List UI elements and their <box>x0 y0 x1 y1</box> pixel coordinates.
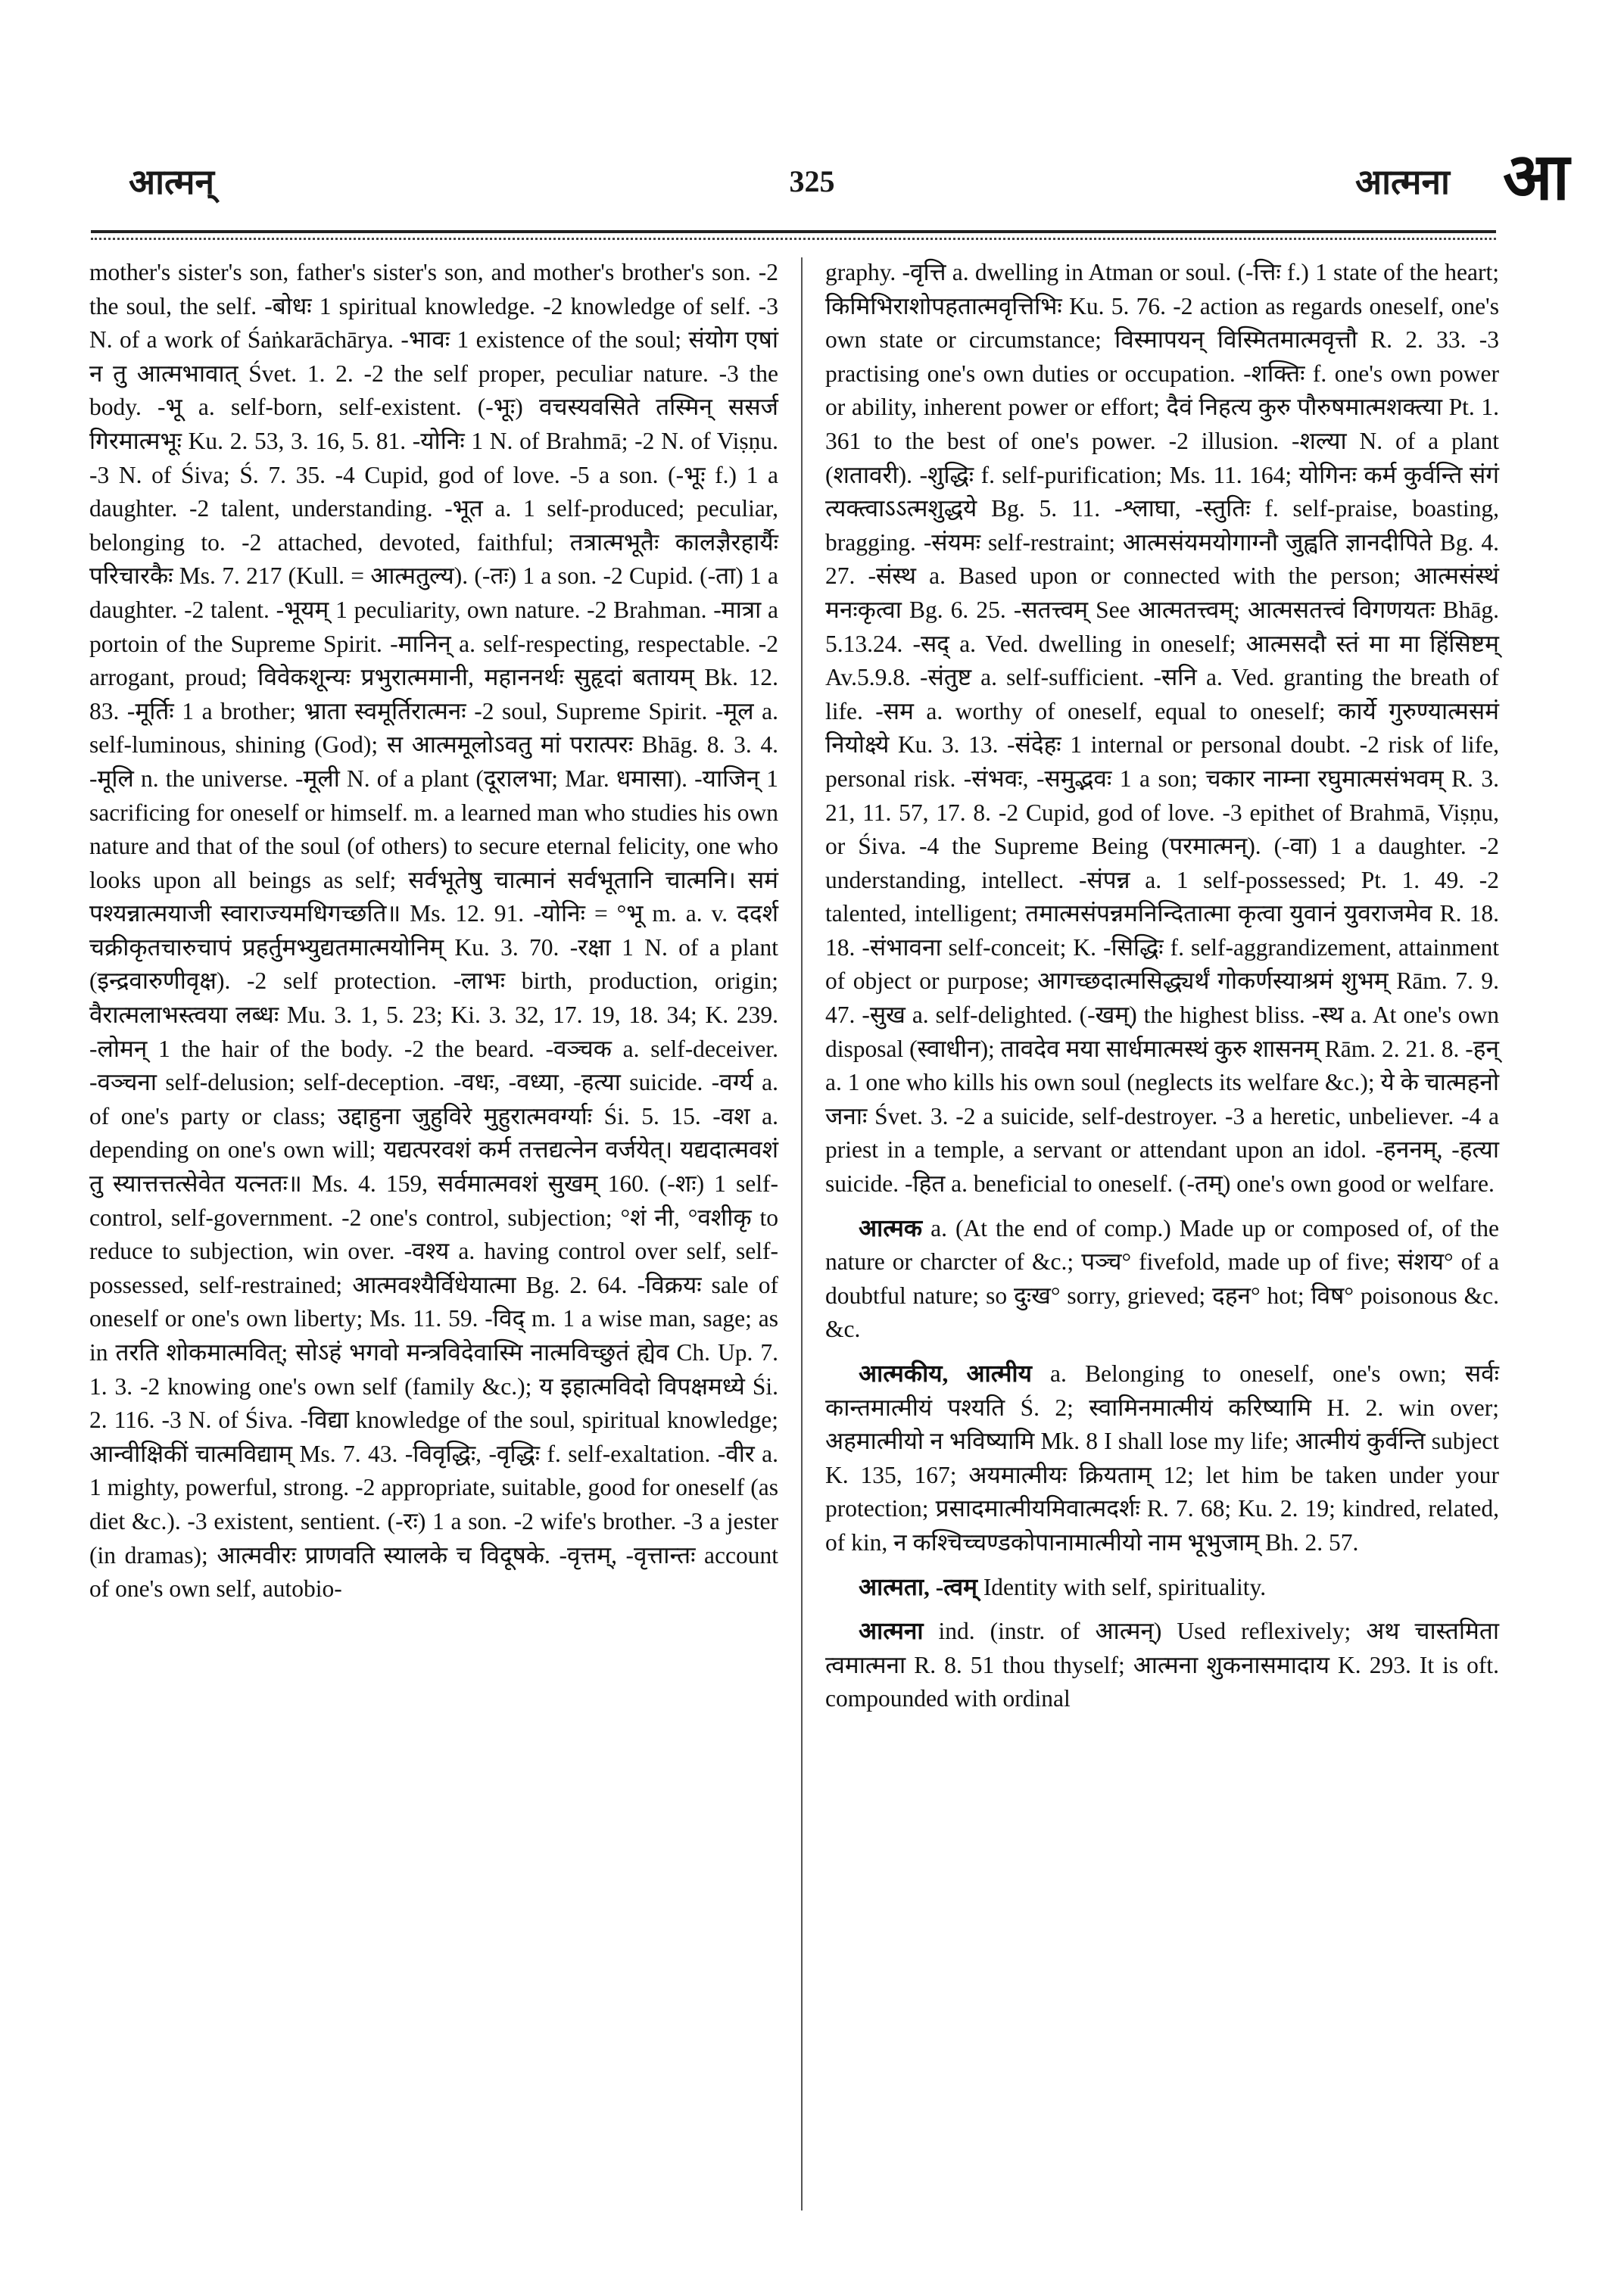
right-running-headword: आत्मना <box>1355 161 1450 202</box>
definition-atmakiya: a. Belonging to oneself, one's own; सर्वः कान्तमात्मीयं पश्यति Ś. 2; स्वामिनमात्मीयं करिष्यामि H. 2. win over; अहमात्मीयो न भविष्यामि Mk. 8 I shall lose my life; आत्मीयं कुर्वन्ति subject K. 135, 167; अयमात्मीयः क्रियताम् 12; let him be taken under your protection; प्रसादमात्मीयमिवात्मदर्शः R. 7. 68; Ku. 2. 19; kindred, related, of kin, न कश्चिच्चण्डकोपानामात्मीयो नाम भूभुजाम् Bh. 2. 57. <box>825 1360 1499 1556</box>
thumb-index-letter: आ <box>1503 139 1569 215</box>
headword-atmata: आत्मता, -त्वम् <box>859 1573 977 1600</box>
header-rule <box>91 230 1496 233</box>
left-column <box>89 256 778 1606</box>
definition-atmaka: a. (At the end of comp.) Made up or composed of, of the nature or charcter of &c.; पञ्च° fivefold, made up of five; संशय° of a doubtful nature; so दुःख° sorry, grieved; दहन° hot; विष° poisonous &c. &c. <box>825 1214 1499 1343</box>
entry-atmana <box>825 1615 1499 1716</box>
entry-atmaka <box>825 1212 1499 1347</box>
entry-atmakiya <box>825 1357 1499 1560</box>
right-column <box>825 256 1499 1716</box>
headword-atmaka: आत्मक <box>859 1214 923 1242</box>
page-number: 325 <box>789 164 835 198</box>
header-dotted-rule <box>91 238 1496 240</box>
entry-continuation: graphy. -वृत्ति a. dwelling in Atman or soul. (-त्तिः f.) 1 state of the heart; किमिभिराशोपहतात्मवृत्तिभिः Ku. 5. 76. -2 action as regards oneself, one's own state or circumstance; विस्मापयन् विस्मितमात्मवृत्तौ R. 2. 33. -3 practising one's own duties or occupation. -शक्तिः f. one's own power or ability, inherent power or effort; दैवं निहत्य कुरु पौरुषमात्मशक्त्या Pt. 1. 361 to the best of one's power. -2 illusion. -शल्या N. of a plant (शतावरी). -शुद्धिः f. self-purification; Ms. 11. 164; योगिनः कर्म कुर्वन्ति संगं त्यक्त्वाऽऽत्मशुद्धये Bg. 5. 11. -श्लाघा, -स्तुतिः f. self-praise, boasting, bragging. -संयमः self-restraint; आत्मसंयमयोगाग्नौ जुह्वति ज्ञानदीपिते Bg. 4. 27. -संस्थ a. Based upon or connected with the person; आत्मसंस्थं मनःकृत्वा Bg. 6. 25. -सतत्त्वम् See आत्मतत्त्वम्; आत्मसतत्त्वं विगणयतः Bhāg. 5.13.24. -सद् a. Ved. dwelling in oneself; आत्मसदौ स्तं मा मा हिंसिष्टम् Av.5.9.8. -संतुष्ट a. self-sufficient. -सनि a. Ved. granting the breath of life. -सम a. worthy of oneself, equal to oneself; कार्ये गुरुण्यात्मसमं नियोक्ष्ये Ku. 3. 13. -संदेहः 1 internal or personal doubt. -2 risk of life, personal risk. -संभवः, -समुद्भवः 1 a son; चकार नाम्ना रघुमात्मसंभवम् R. 3. 21, 11. 57, 17. 8. -2 Cupid, god of love. -3 epithet of Brahmā, Viṣṇu, or Śiva. -4 the Supreme Being (परमात्मन्). (-वा) 1 a daughter. -2 understanding, intellect. -संपन्न a. 1 self-possessed; Pt. 1. 49. -2 talented, intelligent; तमात्मसंपन्नमनिन्दितात्मा कृत्वा युवानं युवराजमेव R. 18. 18. -संभावना self-conceit; K. -सिद्धिः f. self-aggrandizement, attainment of object or purpose; आगच्छदात्मसिद्ध्यर्थं गोकर्णस्याश्रमं शुभम् Rām. 7. 9. 47. -सुख a. self-delighted. (-खम्) the highest bliss. -स्थ a. At one's own disposal (स्वाधीन); तावदेव मया सार्धमात्मस्थं कुरु शासनम् Rām. 2. 21. 8. -हन् a. 1 one who kills his own soul (neglects its welfare &c.); ये के चात्महनो जनाः Śvet. 3. -2 a suicide, self-destroyer. -3 a heretic, unbeliever. -4 a priest in a temple, a servant or attendant upon an idol. -हननम्, -हत्या suicide. -हित a. beneficial to oneself. (-तम्) one's own good or welfare. <box>825 259 1499 1198</box>
definition-atmata: Identity with self, spirituality. <box>977 1573 1267 1600</box>
headword-atmana: आत्मना <box>859 1618 924 1645</box>
headword-atmakiya: आत्मकीय, आत्मीय <box>859 1360 1032 1387</box>
left-column-text: mother's sister's son, father's sister's son, and mother's brother's son. -2 the soul, the self. -बोधः 1 spiritual knowledge. -2 knowledge of self. -3 N. of a work of Śaṅkarāchārya. -भावः 1 existence of the soul; संयोग एषां न तु आत्मभावात् Śvet. 1. 2. -2 the self proper, peculiar nature. -3 the body. -भू a. self-born, self-existent. (-भूः) वचस्यवसिते तस्मिन् ससर्ज गिरमात्मभूः Ku. 2. 53, 3. 16, 5. 81. -योनिः 1 N. of Brahmā; -2 N. of Viṣṇu. -3 N. of Śiva; Ś. 7. 35. -4 Cupid, god of love. -5 a son. (-भूः f.) 1 a daughter. -2 talent, understanding. -भूत a. 1 self-produced; peculiar, belonging to. -2 attached, devoted, faithful; तत्रात्मभूतैः कालज्ञैरहार्यैः परिचारकैः Ms. 7. 217 (Kull. = आत्मतुल्य). (-तः) 1 a son. -2 Cupid. (-ता) 1 a daughter. -2 talent. -भूयम् 1 peculiarity, own nature. -2 Brahman. -मात्रा a portoin of the Supreme Spirit. -मानिन् a. self-respecting, respectable. -2 arrogant, proud; विवेकशून्यः प्रभुरात्ममानी, महाननर्थः सुहृदां बतायम् Bk. 12. 83. -मूर्तिः 1 a brother; भ्राता स्वमूर्तिरात्मनः -2 soul, Supreme Spirit. -मूल a. self-luminous, shining (God); स आत्ममूलोऽवतु मां परात्परः Bhāg. 8. 3. 4. -मूलि n. the universe. -मूली N. of a plant (दूरालभा; Mar. धमासा). -याजिन् 1 sacrificing for oneself or himself. m. a learned man who studies his own nature and that of the soul (of others) to secure eternal felicity, one who looks upon all beings as self; सर्वभूतेषु चात्मानं सर्वभूतानि चात्मनि। समं पश्यन्नात्मयाजी स्वाराज्यमधिगच्छति॥ Ms. 12. 91. -योनिः = °भू m. a. v. ददर्श चक्रीकृतचारुचापं प्रहर्तुमभ्युद्यतमात्मयोनिम् Ku. 3. 70. -रक्षा 1 N. of a plant (इन्द्रवारुणीवृक्ष). -2 self protection. -लाभः birth, production, origin; वैरात्मलाभस्त्वया लब्धः Mu. 3. 1, 5. 23; Ki. 3. 32, 17. 19, 18. 34; K. 239. -लोमन् 1 the hair of the body. -2 the beard. -वञ्चक a. self-deceiver. -वञ्चना self-delusion; self-deception. -वधः, -वध्या, -हत्या suicide. -वर्ग्य a. of one's party or class; उद्दाहुना जुहुविरे मुहुरात्मवर्ग्याः Śi. 5. 15. -वश a. depending on one's own will; यद्यत्परवशं कर्म तत्तद्यत्नेन वर्जयेत्। यद्यदात्मवशं तु स्यात्तत्तत्सेवेत यत्नतः॥ Ms. 4. 159, सर्वमात्मवशं सुखम् 160. (-शः) 1 self-control, self-government. -2 one's control, subjection; °शं नी, °वशीकृ to reduce to subjection, win over. -वश्य a. having control over self, self-possessed, self-restrained; आत्मवश्यैर्विधेयात्मा Bg. 2. 64. -विक्रयः sale of oneself or one's own liberty; Ms. 11. 59. -विद् m. 1 a wise man, sage; as in तरति शोकमात्मवित्; सोऽहं भगवो मन्त्रविदेवास्मि नात्मविच्छुतं ह्येव Ch. Up. 7. 1. 3. -2 knowing one's own self (family &c.); य इहात्मविदो विपक्षमध्ये Śi. 2. 116. -3 N. of Śiva. -विद्या knowledge of the soul, spiritual knowledge; आन्वीक्षिकीं चात्मविद्याम् Ms. 7. 43. -विवृद्धिः, -वृद्धिः f. self-exaltation. -वीर a. 1 mighty, powerful, strong. -2 appropriate, suitable, good for oneself (as diet &c.). -3 existent, sentient. (-रः) 1 a son. -2 wife's brother. -3 a jester (in dramas); आत्मवीरः प्राणवति स्यालके च विदूषके. -वृत्तम्, -वृत्तान्तः account of one's own self, autobio- <box>89 259 778 1603</box>
entry-atmata <box>825 1571 1499 1605</box>
column-divider <box>801 257 803 2210</box>
definition-atmana: ind. (instr. of आत्मन्) Used reflexively; अथ चास्तमिता त्वमात्मना R. 8. 51 thou thyself; आत्मना शुकनासमादाय K. 293. It is oft. compounded with ordinal <box>825 1618 1499 1712</box>
left-running-headword: आत्मन् <box>129 161 214 202</box>
